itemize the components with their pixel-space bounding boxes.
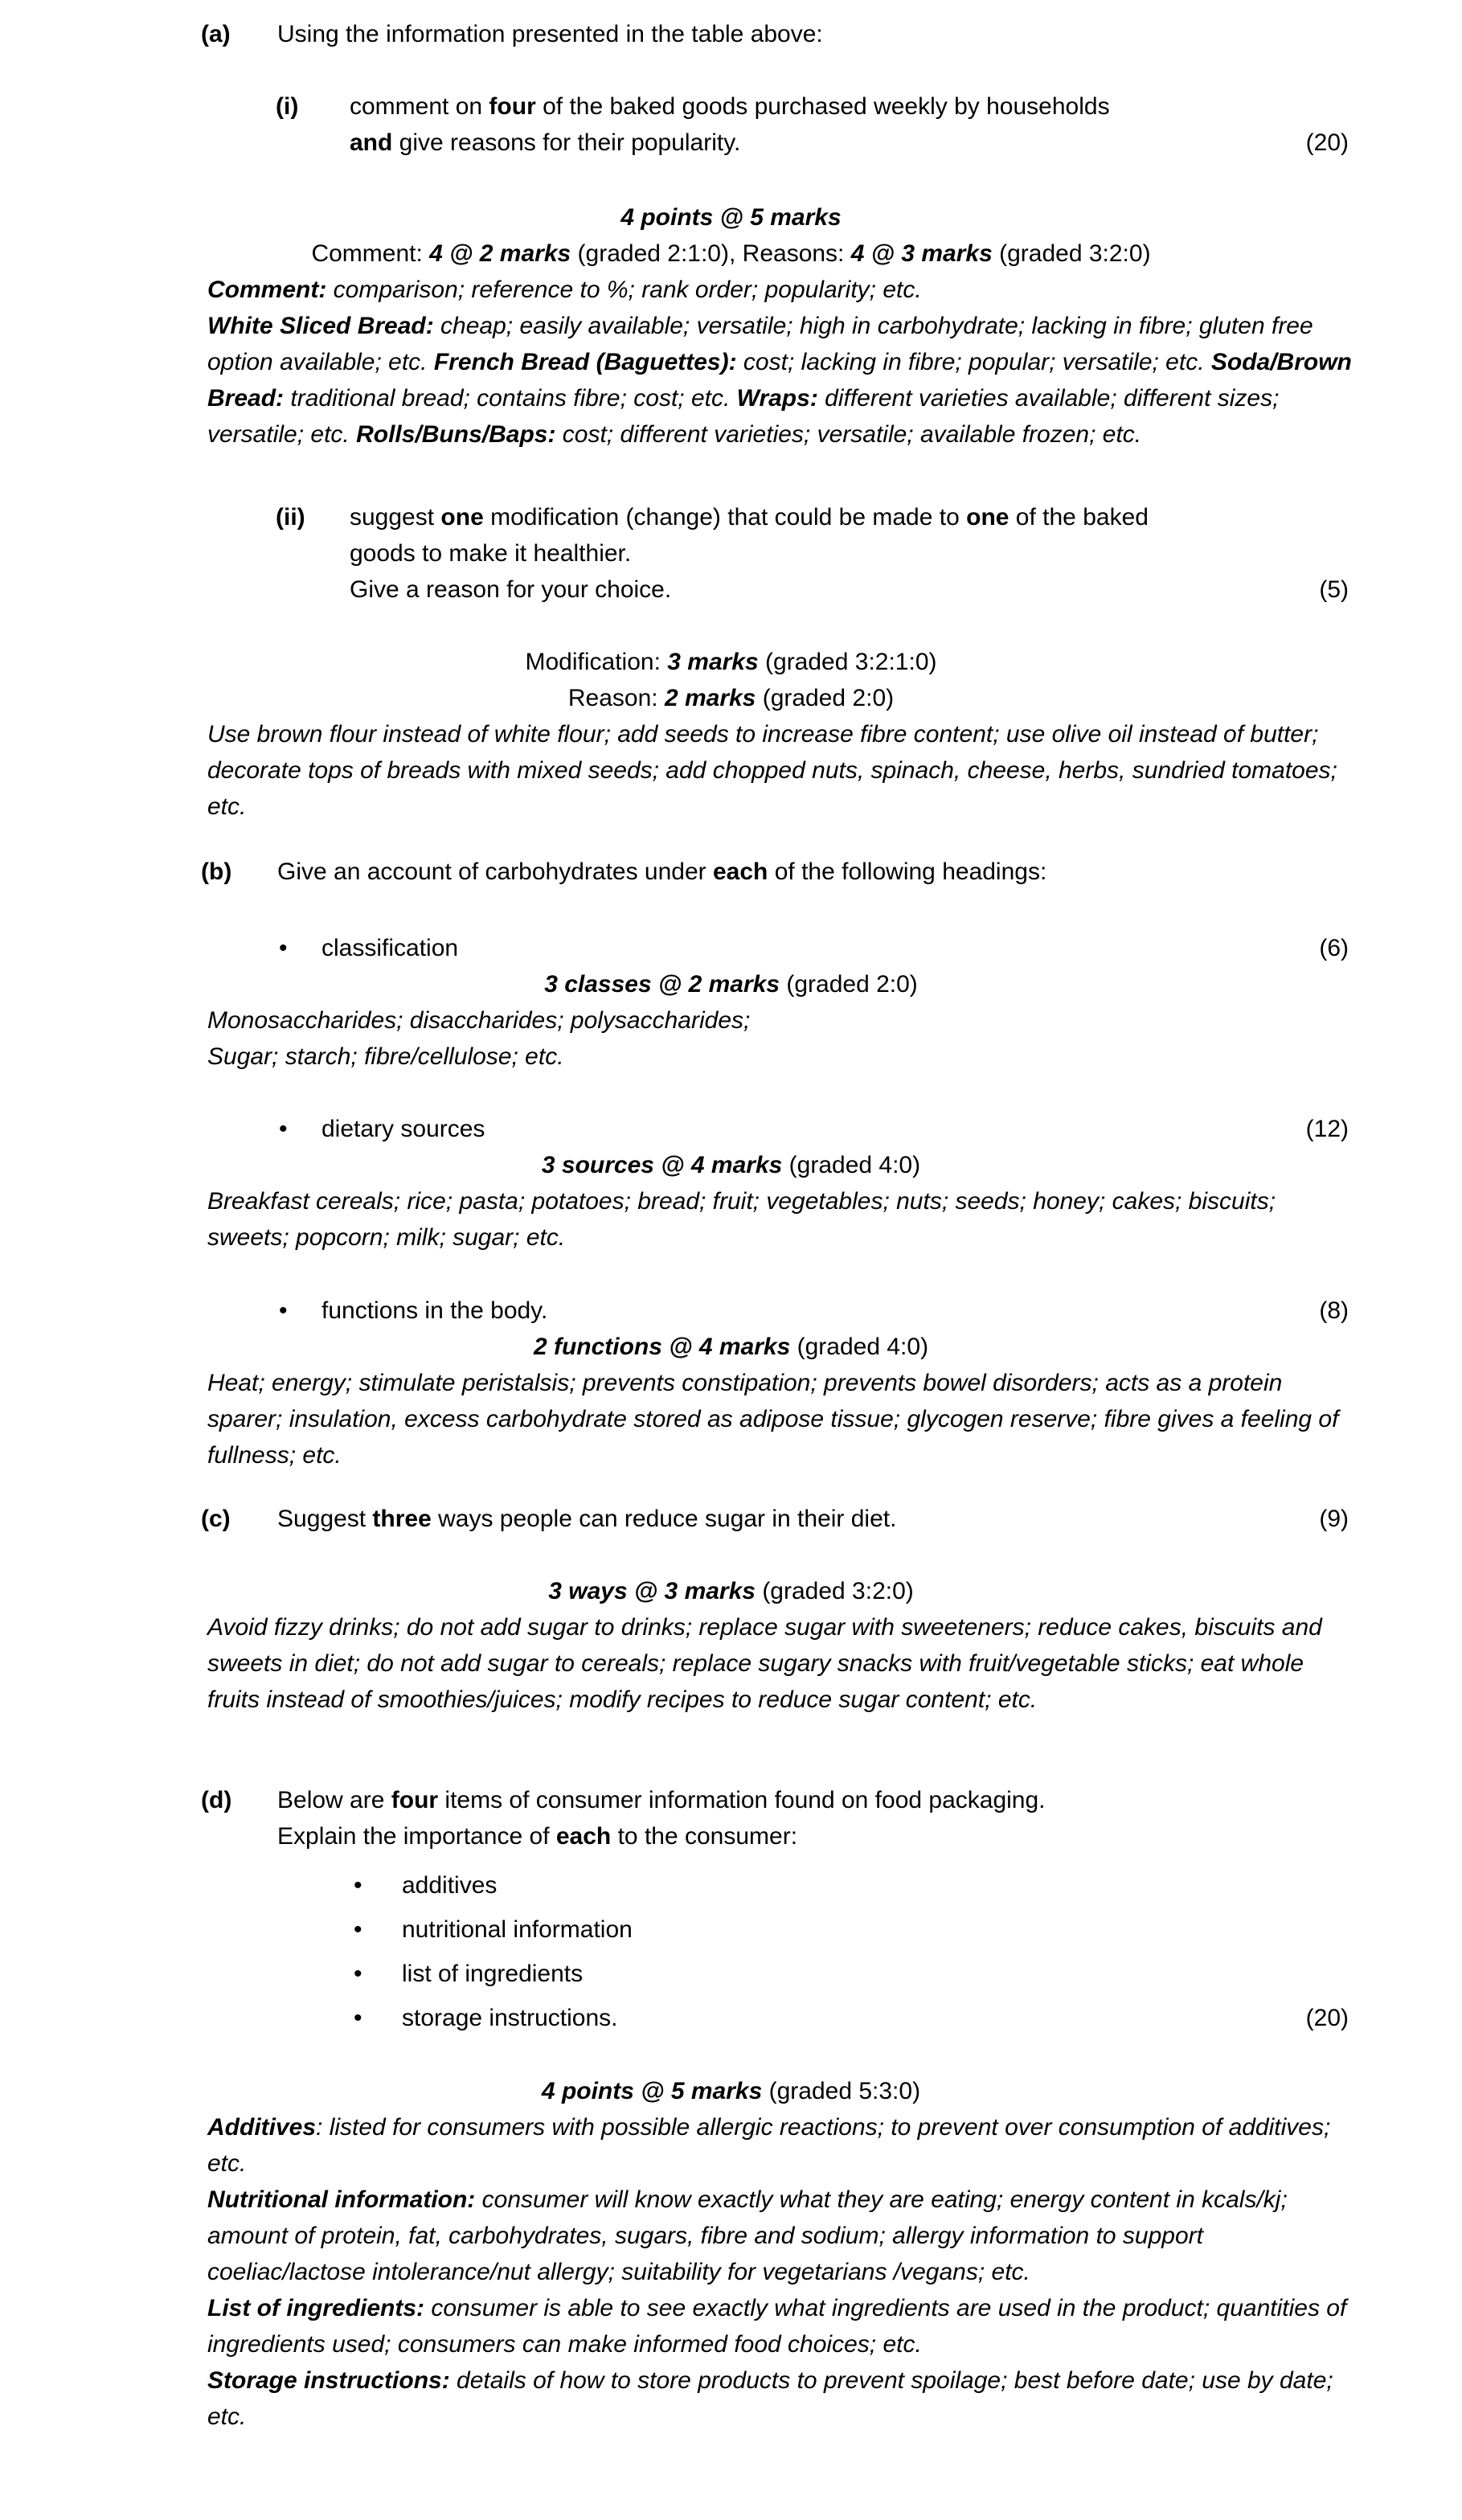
marks-b-classification: (6) [1319, 935, 1349, 961]
scheme-d-text [542, 2078, 920, 2104]
bullet-item-classification [0, 930, 1462, 966]
text-segment: of the following headings: [768, 858, 1047, 885]
marks-c: (9) [1319, 1506, 1349, 1532]
scheme-a-ii-modification-text [526, 649, 937, 675]
text-segment: Storage instructions: [207, 2367, 450, 2394]
answer-b-classification-line1 [207, 1002, 1358, 1039]
scheme-detail-a-i [0, 236, 1462, 272]
question-d-line2 [0, 1818, 1462, 1854]
question-a-text [277, 21, 823, 47]
text-segment: Wraps: [736, 385, 818, 412]
answer-b-dietary-sources [207, 1183, 1358, 1256]
answer-a-i-comment [207, 272, 1358, 308]
answer-b-classification-line2 [207, 1039, 1358, 1075]
text-segment: goods to make it healthier. [350, 540, 632, 567]
answer-d-nutritional-information [207, 2182, 1358, 2290]
question-a-ii-line3 [0, 572, 1462, 608]
bullet-text-classification: classification [321, 935, 459, 961]
bullet-item-dietary-sources [0, 1111, 1462, 1147]
text-segment: (graded 2:0) [762, 685, 895, 711]
text-segment: Give an account of carbohydrates under [277, 858, 713, 885]
text-segment: Rolls/Buns/Baps: [356, 421, 556, 448]
question-d-line1 [0, 1782, 1462, 1818]
text-segment: cost; different varieties; versatile; available frozen; etc. [555, 421, 1142, 448]
bullet-icon: • [279, 935, 288, 961]
text-segment: French Bread (Baguettes): [433, 349, 737, 375]
text-segment: four [489, 93, 536, 120]
scheme-b-functions-text [534, 1334, 928, 1360]
question-a-ii-line2 [0, 535, 1462, 572]
text-segment: 3 sources @ 4 marks [541, 1152, 789, 1178]
text-segment: 2 marks [664, 685, 763, 711]
marks-b-functions: (8) [1319, 1297, 1349, 1324]
marks-b-dietary-sources: (12) [1305, 1116, 1349, 1142]
bullet-item-list-of-ingredients [0, 1956, 1462, 1992]
text-segment: List of ingredients: [207, 2295, 424, 2321]
bullet-text-functions: functions in the body. [321, 1297, 548, 1324]
scheme-c [0, 1573, 1462, 1609]
scheme-head-a-i [0, 199, 1462, 236]
text-segment: to the consumer: [611, 1823, 798, 1850]
text-segment: comment on [350, 93, 489, 120]
question-d-text-line2 [277, 1823, 797, 1850]
text-segment: Comment: [207, 277, 327, 303]
text-segment: give reasons for their popularity. [392, 129, 741, 156]
text-segment: Avoid fizzy drinks; do not add sugar to drinks; replace sugar with sweeteners; reduce cakes, biscuits and sweets in diet; do not add sugar to cereals; replace sugary snacks with fruit/vegetable sticks; eat whole fruits instead of smoothies/juices; modify recipes to reduce sugar content; etc. [207, 1614, 1322, 1713]
question-a-ii-text-line2 [350, 540, 631, 567]
marks-d: (20) [1305, 2005, 1349, 2031]
text-segment: (graded 3:2:0) [999, 240, 1151, 267]
answer-d-additives [207, 2109, 1358, 2182]
bullet-icon: • [279, 1297, 288, 1324]
text-segment: consumer will know exactly what they are eating; energy content in kcals/kj; amount of protein, fat, carbohydrates, sugars, fibre and sodium; allergy information to support coeliac/lactose intolerance/nut allergy; suitability for vegetarians /vegans; etc. [207, 2186, 1288, 2285]
text-segment: items of consumer information found on food packaging. [438, 1787, 1046, 1813]
question-a-i-line2 [0, 125, 1462, 161]
text-segment: one [966, 504, 1009, 531]
text-segment: three [372, 1506, 432, 1532]
question-b-text [277, 858, 1046, 885]
scheme-detail-a-i-text [311, 240, 1150, 267]
marks-a-ii: (5) [1319, 576, 1349, 603]
text-segment: (graded 4:0) [788, 1152, 921, 1178]
bullet-icon: • [354, 1872, 362, 1899]
text-segment: details of how to store products to prevent spoilage; best before date; use by date; etc. [207, 2367, 1333, 2430]
text-segment: of the baked [1009, 504, 1149, 531]
question-a-ii-text-line1 [350, 504, 1149, 531]
text-segment: Use brown flour instead of white flour; add seeds to increase fibre content; use olive oil instead of butter; decorate tops of breads with mixed seeds; add chopped nuts, spinach, cheese, herbs, sundried tomatoes; etc. [207, 721, 1337, 820]
text-segment: cheap; easily available; versatile; high in carbohydrate; lacking in fibre; gluten free option available; etc. [207, 313, 1313, 375]
question-d-text-line1 [277, 1787, 1046, 1813]
text-segment: Nutritional information: [207, 2186, 476, 2213]
text-segment: comparison; reference to %; rank order; popularity; etc. [326, 277, 922, 303]
text-segment: 3 classes @ 2 marks [544, 971, 787, 998]
scheme-b-functions [0, 1329, 1462, 1365]
text-segment: 4 @ 3 marks [850, 240, 1000, 267]
text-segment: each [713, 858, 768, 885]
text-segment: Monosaccharides; disaccharides; polysaccharides; [207, 1007, 751, 1034]
answer-a-i-breads [207, 308, 1358, 453]
bullet-text-dietary-sources: dietary sources [321, 1116, 485, 1142]
scheme-head-a-i-text [620, 204, 841, 231]
text-segment: Using the information presented in the table above: [277, 21, 823, 47]
scheme-c-text [548, 1578, 914, 1604]
text-segment: Below are [277, 1787, 391, 1813]
question-a-i-text-line1 [350, 93, 1110, 120]
text-segment: one [440, 504, 484, 531]
text-segment: (graded 2:1:0), Reasons: [577, 240, 851, 267]
bullet-icon: • [279, 1116, 288, 1142]
text-segment: traditional bread; contains fibre; cost; etc. [284, 385, 737, 412]
scheme-a-ii-reason [0, 680, 1462, 716]
text-segment: Comment: [311, 240, 430, 267]
bullet-text-list-of-ingredients: list of ingredients [402, 1961, 584, 1987]
text-segment: Additives [207, 2114, 317, 2141]
text-segment: (graded 3:2:1:0) [765, 649, 937, 675]
question-a-ii-text-line3 [350, 576, 671, 603]
question-c [0, 1501, 1462, 1537]
text-segment: (graded 5:3:0) [768, 2078, 921, 2104]
text-segment: Heat; energy; stimulate peristalsis; prevents constipation; prevents bowel disorders; acts as a protein sparer; insulation, excess carbohydrate stored as adipose tissue; glycogen reserve; fibre gives a feeling of fullness; etc. [207, 1370, 1339, 1469]
text-segment: Modification: [525, 649, 668, 675]
text-segment: Soda/Brown Bread: [207, 349, 1352, 412]
question-a-i-label: (i) [276, 93, 299, 120]
text-segment: 4 points @ 5 marks [620, 204, 842, 231]
answer-c [207, 1609, 1358, 1718]
question-d-label: (d) [201, 1787, 232, 1813]
text-segment: 2 functions @ 4 marks [533, 1334, 797, 1360]
text-segment: suggest [350, 504, 441, 531]
answer-d-list-of-ingredients [207, 2290, 1358, 2362]
question-a-i-line1 [0, 88, 1462, 125]
bullet-text-storage-instructions: storage instructions. [402, 2005, 618, 2031]
text-segment: four [391, 1787, 439, 1813]
bullet-item-nutritional-information [0, 1912, 1462, 1948]
text-segment: Explain the importance of [277, 1823, 556, 1850]
text-segment: (graded 4:0) [797, 1334, 929, 1360]
question-a-ii-label: (ii) [276, 504, 305, 531]
text-segment: White Sliced Bread: [207, 313, 434, 339]
text-segment: : listed for consumers with possible allergic reactions; to prevent over consumption of additives; etc. [207, 2114, 1331, 2177]
bullet-item-additives [0, 1867, 1462, 1903]
text-segment: consumer is able to see exactly what ingredients are used in the product; quantities of ingredients used; consumers can make informed food choices; etc. [207, 2295, 1347, 2358]
bullet-text-additives: additives [402, 1872, 498, 1899]
text-segment: Give a reason for your choice. [350, 576, 672, 603]
scheme-b-classification-text [544, 971, 918, 998]
bullet-icon: • [354, 2005, 362, 2031]
text-segment: (graded 3:2:0) [762, 1578, 914, 1604]
text-segment: modification (change) that could be made to [483, 504, 967, 531]
text-segment: and [350, 129, 393, 156]
bullet-icon: • [354, 1961, 362, 1987]
question-c-label: (c) [201, 1506, 231, 1532]
question-a-label: (a) [201, 21, 231, 47]
text-segment: Breakfast cereals; rice; pasta; potatoes; bread; fruit; vegetables; nuts; seeds; honey; cakes; biscuits; sweets; popcorn; milk; sugar; etc. [207, 1188, 1276, 1251]
text-segment: 3 marks [667, 649, 766, 675]
text-segment: Sugar; starch; fibre/cellulose; etc. [207, 1043, 564, 1070]
text-segment: 4 @ 2 marks [429, 240, 578, 267]
question-a-i-text-line2 [350, 129, 740, 156]
text-segment: (graded 2:0) [786, 971, 918, 998]
scheme-b-dietary-sources [0, 1147, 1462, 1183]
text-segment: 4 points @ 5 marks [541, 2078, 769, 2104]
question-c-text [277, 1506, 896, 1532]
bullet-icon: • [354, 1916, 362, 1943]
text-segment: ways people can reduce sugar in their diet. [431, 1506, 897, 1532]
answer-b-functions [207, 1365, 1358, 1473]
scheme-d [0, 2073, 1462, 2109]
scheme-a-ii-modification [0, 644, 1462, 680]
text-segment: different varieties available; different sizes; versatile; etc. [207, 385, 1280, 448]
bullet-item-storage-instructions [0, 2000, 1462, 2036]
question-b-label: (b) [201, 858, 232, 885]
text-segment: of the baked goods purchased weekly by households [535, 93, 1110, 120]
question-a-ii-line1 [0, 499, 1462, 535]
marks-a-i: (20) [1305, 129, 1349, 156]
text-segment: each [555, 1823, 612, 1850]
text-segment: cost; lacking in fibre; popular; versatile; etc. [736, 349, 1211, 375]
scheme-a-ii-reason-text [568, 685, 894, 711]
answer-d-storage-instructions [207, 2362, 1358, 2435]
question-a [0, 16, 1462, 52]
bullet-text-nutritional-information: nutritional information [402, 1916, 633, 1943]
text-segment: Reason: [567, 685, 665, 711]
question-b [0, 854, 1462, 890]
scheme-b-classification [0, 966, 1462, 1002]
text-segment: Suggest [277, 1506, 373, 1532]
bullet-item-functions [0, 1293, 1462, 1329]
answer-a-ii [207, 716, 1358, 825]
scheme-b-dietary-sources-text [542, 1152, 920, 1178]
text-segment: 3 ways @ 3 marks [548, 1578, 763, 1604]
